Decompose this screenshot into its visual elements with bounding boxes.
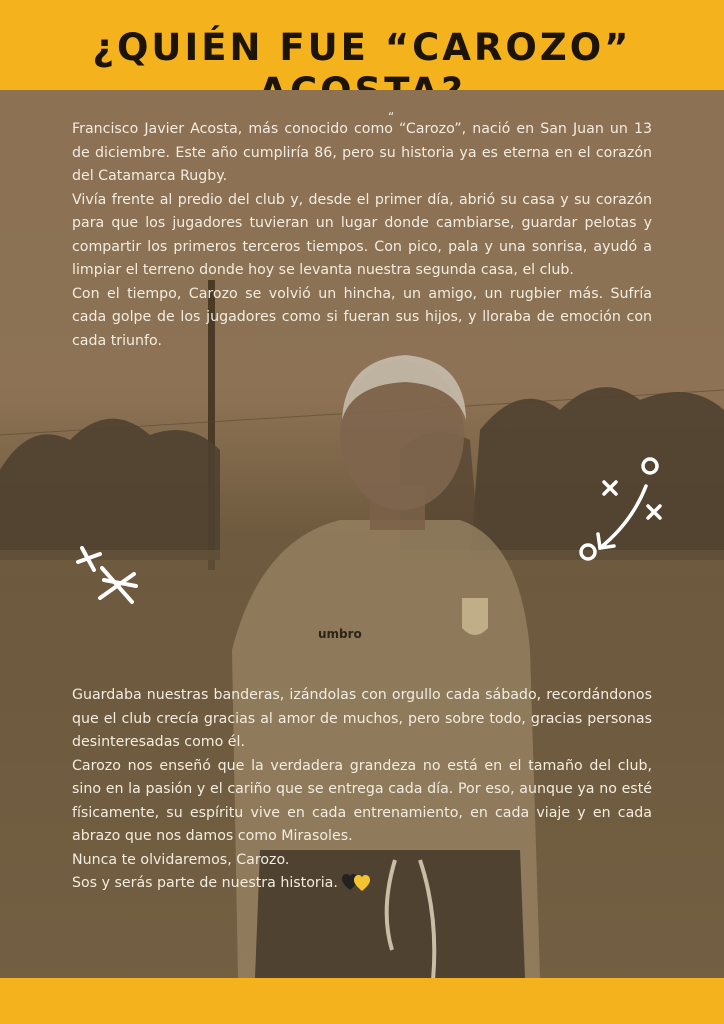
story-paragraph: Carozo nos enseñó que la verdadera grandeza no está en el tamaño del club, sino en la pasión y el cariño que se entrega cada día. Por eso, aunque ya no esté físicamente, su espíritu vive en cada entrenamiento, en cada viaje y en cada abrazo que nos damos como Mirasoles. [72, 757, 652, 844]
rugby-play-diagram-icon [572, 452, 668, 564]
page-title: ¿QUIÉN FUE “CAROZO” [92, 26, 632, 69]
cross-marks-icon [74, 540, 144, 610]
story-paragraph: Vivía frente al predio del club y, desde el primer día, abrió su casa y su corazón para que los jugadores tuvieran un lugar donde cambiarse, guardar pelotas y compartir los primeros terceros tiempos. Con pico, pala y una sonrisa, ayudó a limpiar el terreno donde hoy se levanta nuestra segunda casa, el club. [72, 191, 652, 278]
closing-line: Sos y serás parte de nuestra historia. [72, 875, 338, 891]
closing-paragraph [72, 872, 652, 896]
hearts-icon [342, 874, 372, 892]
story-paragraph: Nunca te olvidaremos, Carozo. [72, 851, 290, 868]
quote-mark: “ [388, 110, 395, 124]
footer-band [0, 978, 724, 1024]
shirt-brand: umbro [318, 627, 362, 641]
header-band [0, 0, 724, 90]
story-top [72, 118, 652, 353]
story-paragraph: Francisco Javier Acosta, más conocido como “Carozo”, nació en San Juan un 13 de diciembre. Este año cumpliría 86, pero su historia ya es eterna en el corazón del Catamarca Rugby. [72, 121, 652, 184]
club-crest [462, 598, 488, 635]
story-paragraph: Guardaba nuestras banderas, izándolas con orgullo cada sábado, recordándonos que el club crecía gracias al amor de muchos, pero sobre todo, gracias personas desinteresadas como él. [72, 687, 652, 750]
story-paragraph: Con el tiempo, Carozo se volvió un hincha, un amigo, un rugbier más. Sufría cada golpe de los jugadores como si fueran sus hijos, y lloraba de emoción con cada triunfo. [72, 285, 652, 349]
story-bottom [72, 684, 652, 896]
